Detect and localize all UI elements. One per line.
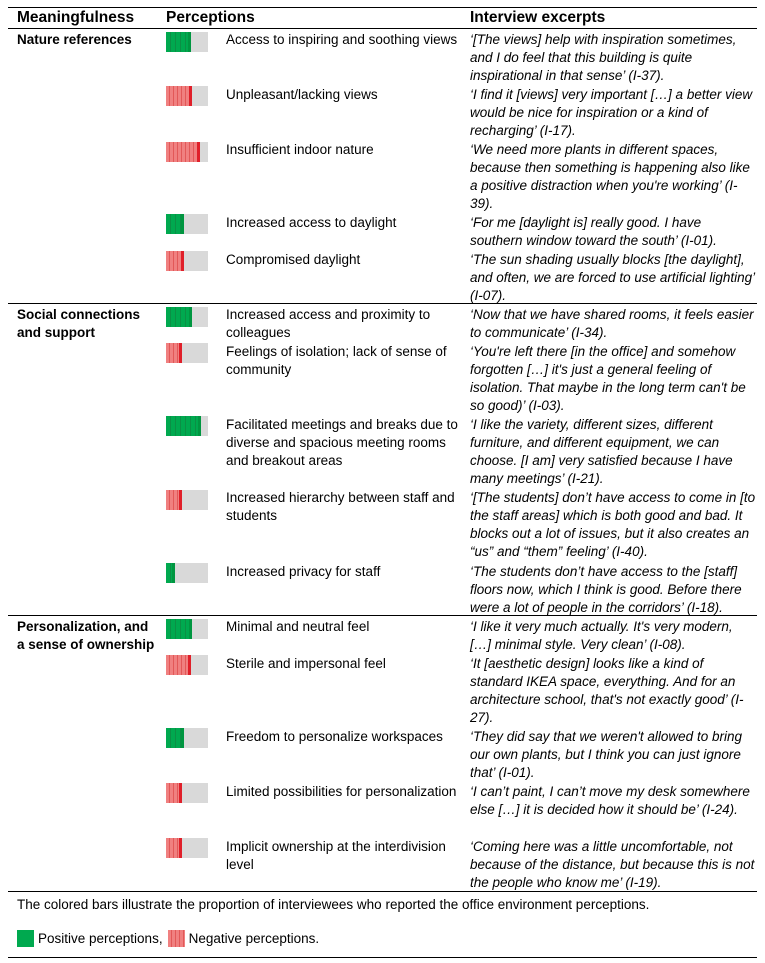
- proportion-marker: [198, 416, 201, 436]
- perception-bar: [166, 838, 208, 858]
- perception-text: Increased access to daylight: [226, 215, 397, 230]
- perception-text: Facilitated meetings and breaks due to diverse and spacious meeting rooms and breakout areas: [226, 417, 458, 468]
- perception-bar: [166, 783, 208, 803]
- perception-bar: [166, 214, 208, 234]
- perception-text: Feelings of isolation; lack of sense of community: [226, 344, 447, 377]
- interview-excerpt: ‘[The students] don’t have access to come in [to the staff areas] which is both good and bad. It blocks out a lot of issues, but it also creates an “us” and “them” feeling’ (I-40).: [470, 490, 756, 559]
- proportion-marker: [197, 142, 200, 162]
- proportion-marker: [188, 655, 191, 675]
- interview-excerpt: ‘Now that we have shared rooms, it feels easier to communicate’ (I-34).: [470, 307, 754, 340]
- bottom-rule: [8, 891, 757, 892]
- positive-proportion-fill: [166, 416, 201, 436]
- category-label: Nature references: [17, 32, 132, 47]
- interview-excerpt: ‘I can’t paint, I can’t move my desk somewhere else […] it is decided how it should be’ (I-24).: [470, 784, 750, 817]
- perception-bar: [166, 343, 208, 363]
- perception-bar: [166, 32, 208, 52]
- perception-text: Sterile and impersonal feel: [226, 656, 386, 671]
- perception-text: Limited possibilities for personalization: [226, 784, 457, 799]
- interview-excerpt: ‘Coming here was a little uncomfortable, not because of the distance, but because this is not the people who know me’ (I-19).: [470, 839, 755, 890]
- footer-rule: [8, 957, 757, 958]
- perception-bar: [166, 619, 208, 639]
- proportion-marker: [181, 251, 184, 271]
- perception-text: Increased hierarchy between staff and students: [226, 490, 455, 523]
- proportion-marker: [179, 838, 182, 858]
- perception-text: Compromised daylight: [226, 252, 361, 267]
- proportion-marker: [179, 783, 182, 803]
- legend: [17, 930, 319, 947]
- perception-text: Minimal and neutral feel: [226, 619, 370, 634]
- interview-excerpt: ‘The students don’t have access to the [staff] floors now, which I think is good. Before there were a lot of people in the corridors’ (I-18).: [470, 564, 742, 615]
- perception-text: Increased privacy for staff: [226, 564, 381, 579]
- perception-text: Implicit ownership at the interdivision level: [226, 839, 446, 872]
- perception-bar: [166, 86, 208, 106]
- header-interview-excerpts: Interview excerpts: [470, 9, 606, 26]
- perception-text: Access to inspiring and soothing views: [226, 32, 458, 47]
- category-label: Social connections and support: [17, 307, 141, 340]
- positive-swatch: [17, 930, 34, 947]
- negative-swatch: [168, 930, 185, 947]
- perception-bar: [166, 563, 208, 583]
- interview-excerpt: ‘You're left there [in the office] and somehow forgotten […] it's just a general feeling of isolation. That maybe in the long term can't be so good)’ (I-03).: [470, 344, 746, 413]
- proportion-marker: [189, 86, 192, 106]
- category-label: Personalization, and a sense of ownership: [17, 619, 155, 652]
- interview-excerpt: ‘We need more plants in different spaces, because then something is happening also like a positive distraction when you're working’ (I-39).: [470, 142, 750, 211]
- perception-text: Insufficient indoor nature: [226, 142, 374, 157]
- proportion-marker: [189, 619, 192, 639]
- proportion-marker: [179, 343, 182, 363]
- interview-excerpt: ‘They did say that we weren't allowed to bring our own plants, but I think you can just ignore that’ (I-01).: [470, 729, 742, 780]
- perception-text: Increased access and proximity to colleagues: [226, 307, 431, 340]
- negative-proportion-fill: [166, 142, 200, 162]
- proportion-marker: [181, 214, 184, 234]
- section-rule: [8, 303, 757, 304]
- header-rule: [8, 28, 757, 29]
- legend-negative-label: Negative perceptions.: [188, 931, 320, 946]
- interview-excerpt: ‘I like the variety, different sizes, different furniture, and different equipment, we can choose. [I am] very satisfied because I have many meetings’ (I-21).: [470, 417, 733, 486]
- perception-bar: [166, 728, 208, 748]
- perception-text: Freedom to personalize workspaces: [226, 729, 443, 744]
- proportion-marker: [179, 490, 182, 510]
- top-rule: [8, 7, 757, 8]
- perception-bar: [166, 416, 208, 436]
- interview-excerpt: ‘For me [daylight is] really good. I have southern window toward the south’ (I-01).: [470, 215, 717, 248]
- proportion-marker: [188, 32, 191, 52]
- legend-positive-label: Positive perceptions,: [38, 931, 163, 946]
- perception-bar: [166, 307, 208, 327]
- perception-text: Unpleasant/lacking views: [226, 87, 378, 102]
- interview-excerpt: ‘[The views] help with inspiration sometimes, and I do feel that this building is quite inspirational in that sense’ (I-37).: [470, 32, 737, 83]
- section-rule: [8, 615, 757, 616]
- interview-excerpt: ‘I like it very much actually. It's very modern, […] minimal style. Very clean’ (I-08).: [470, 619, 733, 652]
- perception-bar: [166, 251, 208, 271]
- interview-excerpt: ‘It [aesthetic design] looks like a kind of standard IKEA space, everything. And for an architecture school, that's not exactly good’ (I-27).: [470, 656, 744, 725]
- proportion-marker: [172, 563, 175, 583]
- footnote: The colored bars illustrate the proportion of interviewees who reported the office environment perceptions.: [17, 897, 650, 912]
- proportion-marker: [181, 728, 184, 748]
- header-meaningfulness: Meaningfulness: [17, 9, 135, 26]
- perception-bar: [166, 142, 208, 162]
- proportion-marker: [189, 307, 192, 327]
- interview-excerpt: ‘The sun shading usually blocks [the daylight], and often, we are forced to use artificial lighting’ (I-07).: [470, 252, 755, 303]
- perception-bar: [166, 490, 208, 510]
- interview-excerpt: ‘I find it [views] very important […] a better view would be nice for inspiration or a kind of recharging’ (I-17).: [470, 87, 753, 138]
- perception-bar: [166, 655, 208, 675]
- header-perceptions: Perceptions: [166, 9, 255, 26]
